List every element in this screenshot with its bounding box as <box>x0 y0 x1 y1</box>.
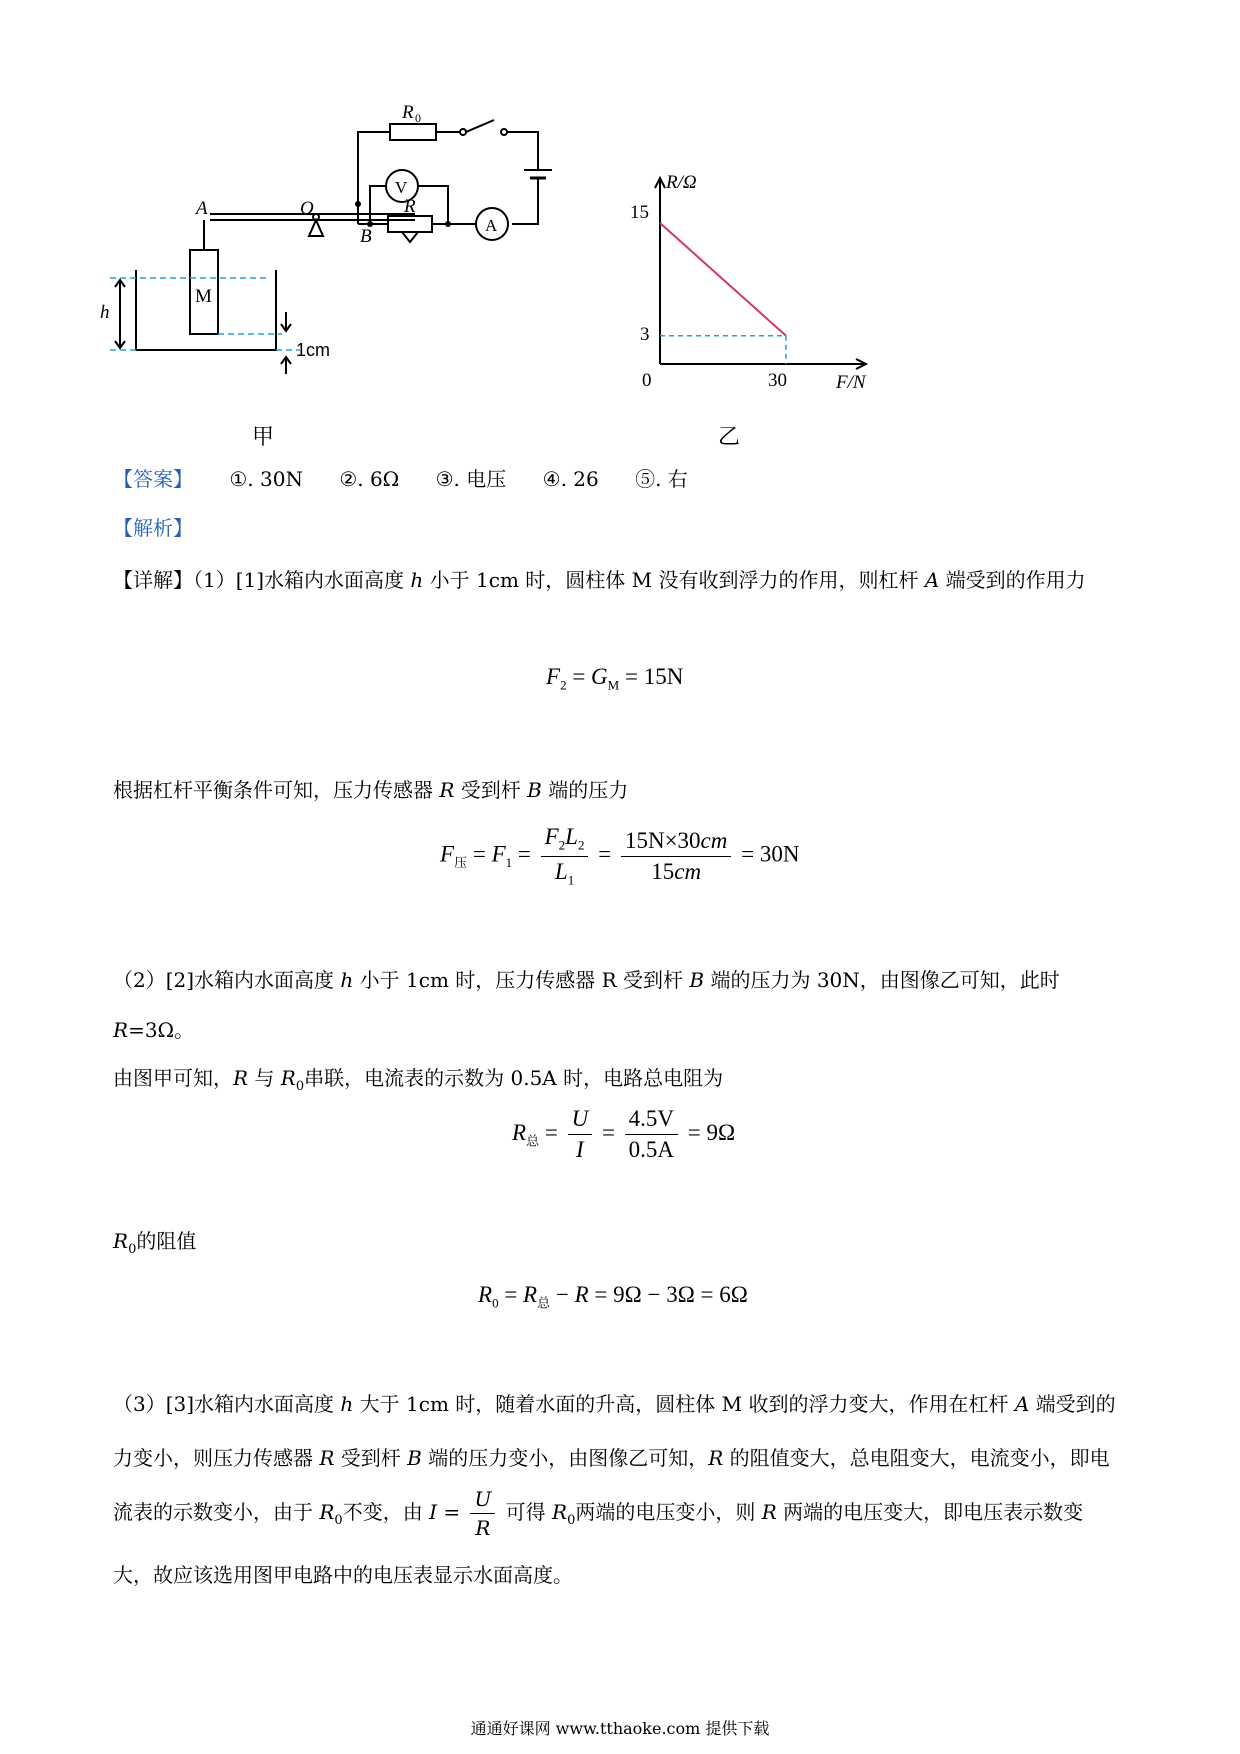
answer-item-2: ②. 6Ω <box>339 467 400 491</box>
page-footer: 通通好课网 www.tthaoke.com 提供下载 <box>470 1719 770 1738</box>
x-tick-0: 0 <box>642 370 652 391</box>
answer-line <box>113 463 718 492</box>
paragraph-1: 【详解】（1）[1]水箱内水面高度 h 小于 1cm 时，圆柱体 M 没有收到浮力的作用，则杠杆 A 端受到的作用力 <box>113 568 1086 592</box>
paragraph-5: $R_0$的阻值 <box>113 1229 197 1257</box>
equation-4: $R_0 = R_总 - R = 9\Omega - 3\Omega = 6\Omega$ <box>478 1282 748 1311</box>
x-tick-30: 30 <box>768 370 787 391</box>
label-r0: R <box>402 102 414 123</box>
label-1cm: 1cm <box>296 340 331 360</box>
label-h: h <box>100 302 110 323</box>
label-a-point: A <box>196 198 208 219</box>
paragraph-6: （3）[3]水箱内水面高度 h 大于 1cm 时，随着水面的升高，圆柱体 M 收到的浮力变大，作用在杠杆 A 端受到的力变小，则压力传感器 R 受到杆 B 端的压力变小，由图像乙可知，R 的阻值变大，总电阻变大，电流变小，即电流表的示数变小，由于 $R_0$不变，由 I = $\frac{U}{R}$ 可得 $R_0$两端的电压变小，则 R 两端的电压变大，即电压表示数变大，故应该选用图甲电路中的电压表显示水面高度。 <box>113 1392 1116 1587</box>
analysis-label: 【解析】 <box>113 516 193 540</box>
equation-1: $F_2 = G_M = 15N$ <box>546 664 684 693</box>
circuit-lever-diagram <box>100 90 580 450</box>
answer-item-5: ⑤. 右 <box>635 467 688 491</box>
answer-item-3: ③. 电压 <box>435 467 507 491</box>
equation-2: $F_压 = F_1$ = $\frac{F_2L_2}{L_1}$ = $\frac{15N\times 30cm}{15cm}$ = 30N <box>440 824 800 888</box>
r-f-graph <box>620 160 920 410</box>
label-m: M <box>195 286 212 307</box>
answer-item-1: ①. 30N <box>229 467 303 491</box>
x-axis-label: F/N <box>836 372 866 393</box>
paragraph-3: （2）[2]水箱内水面高度 h 小于 1cm 时，压力传感器 R 受到杆 B 端的压力为 30N，由图像乙可知，此时 R=3Ω。 <box>113 968 1060 1042</box>
y-tick-15: 15 <box>630 202 649 223</box>
label-o-point: O <box>300 198 314 219</box>
figure-yi-caption: 乙 <box>718 425 741 450</box>
data-line-r-vs-f <box>660 223 786 336</box>
answer-item-4: ④. 26 <box>542 467 599 491</box>
label-b-point: B <box>360 226 372 247</box>
figure-jia-caption: 甲 <box>252 425 275 450</box>
y-tick-3: 3 <box>640 324 650 345</box>
paragraph-4: 由图甲可知，R 与 $R_0$串联，电流表的示数为 0.5A 时，电路总电阻为 <box>113 1066 724 1094</box>
paragraph-2: 根据杠杆平衡条件可知，压力传感器 R 受到杆 B 端的压力 <box>113 778 629 802</box>
y-axis-label: R/Ω <box>666 172 697 193</box>
detail-label: 【详解】 <box>113 568 193 592</box>
answer-label: 【答案】 <box>113 467 193 491</box>
equation-3: $R_总$ = $\frac{U}{I}$ = $\frac{4.5V}{0.5A}$ = 9Ω <box>512 1106 736 1162</box>
label-r0-sub: 0 <box>415 111 421 125</box>
label-r: R <box>404 196 416 217</box>
label-v: V <box>395 178 408 197</box>
label-a-meter: A <box>485 216 498 235</box>
